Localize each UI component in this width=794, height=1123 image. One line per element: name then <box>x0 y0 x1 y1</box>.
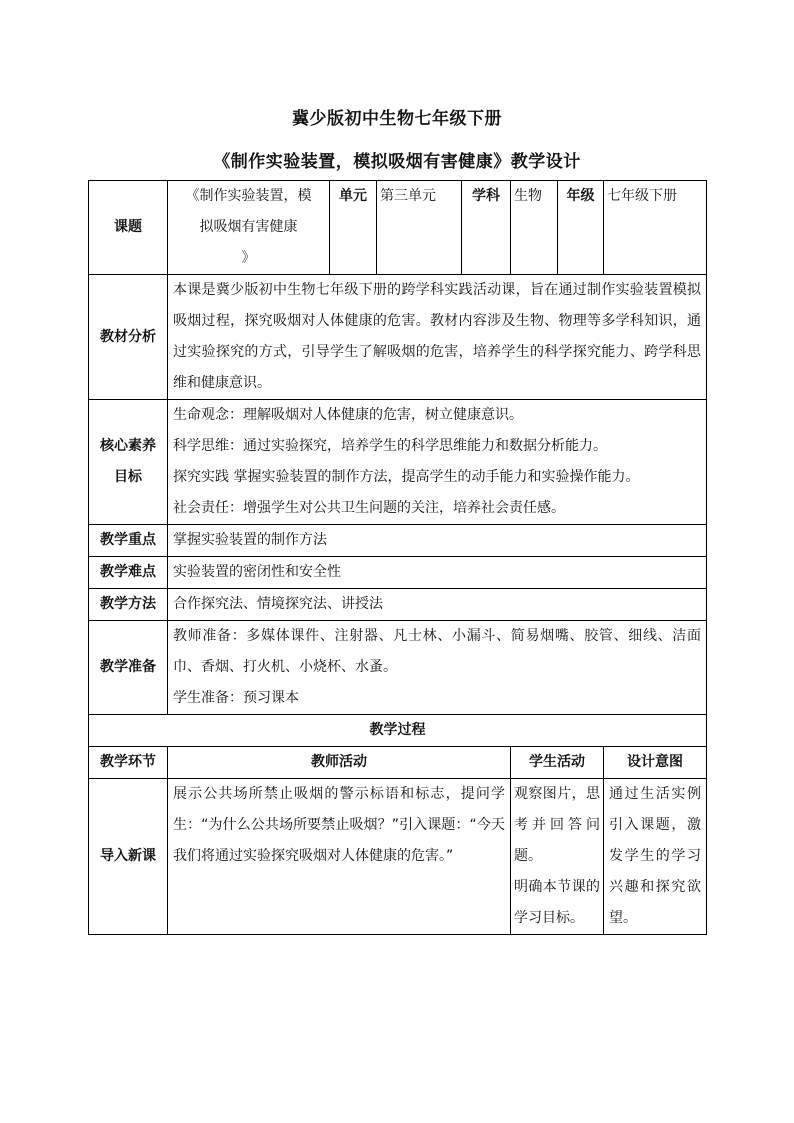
topic-value <box>168 181 330 275</box>
stage-intro: 导入新课 <box>89 779 168 935</box>
row-material-analysis <box>89 275 707 400</box>
col-header-student: 学生活动 <box>511 747 604 779</box>
col-header-teacher: 教师活动 <box>168 747 511 779</box>
col-header-stage: 教学环节 <box>89 747 168 779</box>
intro-student-line-1: 观察图片，思考并回答问题。 <box>514 786 600 864</box>
label-core-literacy-line-1: 核心素养 <box>100 438 156 454</box>
method-text: 合作探究法、情境探究法、讲授法 <box>168 589 707 621</box>
key-point-text: 掌握实验装置的制作方法 <box>168 525 707 557</box>
label-core-literacy-line-2: 目标 <box>114 469 142 485</box>
label-method: 教学方法 <box>89 589 168 621</box>
intro-student-activity <box>511 779 604 935</box>
intro-student-line-2: 明确本节课的学习目标。 <box>514 879 600 926</box>
grade-value: 七年级下册 <box>604 181 707 275</box>
label-unit: 单元 <box>330 181 377 275</box>
material-analysis-text: 本课是冀少版初中生物七年级下册的跨学科实践活动课，旨在通过制作实验装置模拟吸烟过程，探究吸烟对人体健康的危害。教材内容涉及生物、物理等多学科知识，通过实验探究的方式，引导学生了解吸烟的危害，培养学生的科学探究能力、跨学科思维和健康意识。 <box>168 275 707 400</box>
label-material-analysis: 教材分析 <box>89 275 168 400</box>
difficulty-text: 实验装置的密闭性和安全性 <box>168 557 707 589</box>
doc-subtitle: 《制作实验装置，模拟吸烟有害健康》教学设计 <box>213 152 581 172</box>
label-grade: 年级 <box>558 181 604 275</box>
label-key-point: 教学重点 <box>89 525 168 557</box>
row-process-columns <box>89 747 707 779</box>
topic-line-3: 》 <box>241 250 256 266</box>
core-literacy-item: 探究实践 掌握实验装置的制作方法，提高学生的动手能力和实验操作能力。 <box>173 469 640 485</box>
label-difficulty: 教学难点 <box>89 557 168 589</box>
topic-line-1: 《制作实验装置，模 <box>185 188 312 204</box>
doc-title: 冀少版初中生物七年级下册 <box>292 109 502 129</box>
row-process-header <box>89 715 707 747</box>
row-difficulty <box>89 557 707 589</box>
intro-teacher-activity: 展示公共场所禁止吸烟的警示标语和标志，提问学生：“为什么公共场所要禁止吸烟？”引入课题：“今天我们将通过实验探究吸烟对人体健康的危害。” <box>168 779 511 935</box>
label-topic: 课题 <box>89 181 168 275</box>
core-literacy-item: 科学思维：通过实验探究，培养学生的科学思维能力和数据分析能力。 <box>173 438 607 454</box>
row-method <box>89 589 707 621</box>
label-core-literacy <box>89 400 168 525</box>
col-header-intent: 设计意图 <box>604 747 707 779</box>
row-process-intro <box>89 779 707 935</box>
core-literacy-item: 社会责任：增强学生对公共卫生问题的关注，培养社会责任感。 <box>173 500 565 516</box>
process-section-title: 教学过程 <box>89 715 707 747</box>
label-preparation: 教学准备 <box>89 621 168 715</box>
row-topic <box>89 181 707 275</box>
lesson-plan-table <box>88 180 707 935</box>
intro-design-intent: 通过生活实例引入课题，激发学生的学习兴趣和探究欲望。 <box>604 779 707 935</box>
row-preparation <box>89 621 707 715</box>
unit-value: 第三单元 <box>377 181 462 275</box>
preparation-teacher: 教师准备：多媒体课件、注射器、凡士林、小漏斗、简易烟嘴、胶管、细线、洁面巾、香烟、打火机、小烧杯、水蚤。 <box>173 628 701 675</box>
preparation-text <box>168 621 707 715</box>
topic-line-2: 拟吸烟有害健康 <box>199 219 298 235</box>
core-literacy-item: 生命观念：理解吸烟对人体健康的危害，树立健康意识。 <box>173 407 523 423</box>
row-core-literacy <box>89 400 707 525</box>
core-literacy-text <box>168 400 707 525</box>
label-subject: 学科 <box>462 181 511 275</box>
preparation-student: 学生准备：预习课本 <box>173 690 299 706</box>
row-key-point <box>89 525 707 557</box>
subject-value: 生物 <box>511 181 558 275</box>
